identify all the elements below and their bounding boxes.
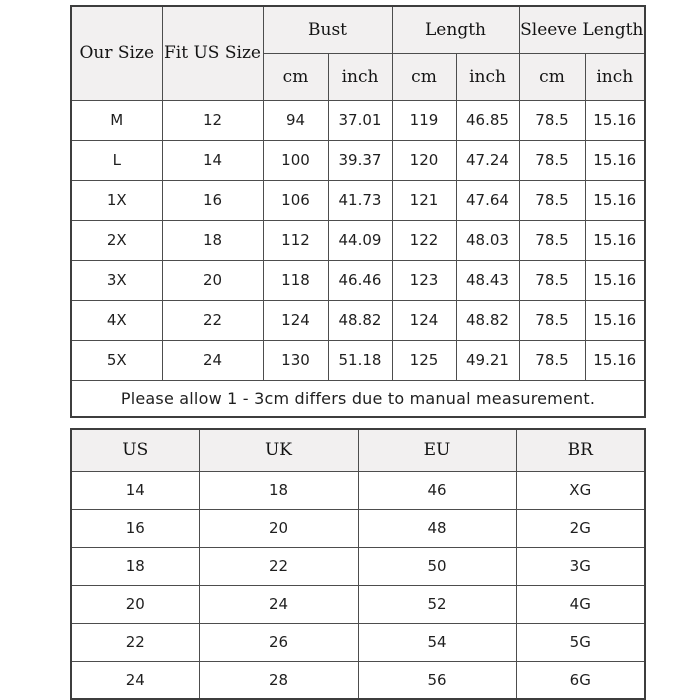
cell-sleeve-cm: 78.5 [519, 180, 585, 220]
col-header-us: US [71, 429, 199, 471]
cell-sleeve-inch: 15.16 [585, 220, 645, 260]
unit-header-bust-inch: inch [328, 53, 392, 100]
col-header-br: BR [516, 429, 645, 471]
conversion-row [71, 471, 645, 509]
cell-bust-cm: 94 [263, 100, 328, 140]
cell-uk: 24 [199, 585, 358, 623]
cell-sleeve-cm: 78.5 [519, 260, 585, 300]
cell-length-cm: 122 [392, 220, 456, 260]
conversion-row [71, 623, 645, 661]
size-chart-table [70, 5, 646, 418]
cell-fit-us: 12 [162, 100, 263, 140]
table-header-row [71, 6, 645, 53]
cell-our-size: M [71, 100, 162, 140]
cell-our-size: 3X [71, 260, 162, 300]
cell-sleeve-inch: 15.16 [585, 100, 645, 140]
cell-our-size: 2X [71, 220, 162, 260]
cell-bust-cm: 130 [263, 340, 328, 380]
cell-bust-inch: 51.18 [328, 340, 392, 380]
cell-us: 24 [71, 661, 199, 699]
cell-br: 4G [516, 585, 645, 623]
cell-uk: 22 [199, 547, 358, 585]
cell-fit-us: 22 [162, 300, 263, 340]
table-row-2x [71, 220, 645, 260]
cell-length-cm: 120 [392, 140, 456, 180]
measurement-note-row [71, 380, 645, 417]
cell-length-cm: 121 [392, 180, 456, 220]
conversion-row [71, 509, 645, 547]
cell-bust-inch: 48.82 [328, 300, 392, 340]
col-header-bust: Bust [263, 6, 392, 53]
cell-length-inch: 47.24 [456, 140, 519, 180]
table-row-5x [71, 340, 645, 380]
measurement-note: Please allow 1 - 3cm differs due to manual measurement. [71, 380, 645, 417]
unit-header-sleeve-inch: inch [585, 53, 645, 100]
size-chart-sheet [70, 5, 644, 700]
cell-us: 14 [71, 471, 199, 509]
cell-sleeve-inch: 15.16 [585, 340, 645, 380]
cell-eu: 54 [358, 623, 516, 661]
table-row-1x [71, 180, 645, 220]
conversion-header-row [71, 429, 645, 471]
col-header-fit-us-size: Fit US Size [162, 6, 263, 100]
cell-eu: 46 [358, 471, 516, 509]
cell-us: 22 [71, 623, 199, 661]
cell-sleeve-inch: 15.16 [585, 300, 645, 340]
cell-fit-us: 16 [162, 180, 263, 220]
cell-length-inch: 48.43 [456, 260, 519, 300]
cell-fit-us: 18 [162, 220, 263, 260]
cell-bust-cm: 106 [263, 180, 328, 220]
cell-uk: 26 [199, 623, 358, 661]
cell-our-size: L [71, 140, 162, 180]
cell-our-size: 4X [71, 300, 162, 340]
cell-fit-us: 14 [162, 140, 263, 180]
cell-eu: 48 [358, 509, 516, 547]
cell-sleeve-inch: 15.16 [585, 260, 645, 300]
cell-br: 5G [516, 623, 645, 661]
cell-bust-cm: 124 [263, 300, 328, 340]
unit-header-bust-cm: cm [263, 53, 328, 100]
cell-sleeve-cm: 78.5 [519, 340, 585, 380]
cell-bust-inch: 46.46 [328, 260, 392, 300]
cell-our-size: 1X [71, 180, 162, 220]
cell-length-cm: 119 [392, 100, 456, 140]
cell-length-inch: 48.03 [456, 220, 519, 260]
cell-sleeve-cm: 78.5 [519, 140, 585, 180]
cell-length-cm: 125 [392, 340, 456, 380]
cell-length-inch: 47.64 [456, 180, 519, 220]
cell-br: XG [516, 471, 645, 509]
cell-bust-cm: 118 [263, 260, 328, 300]
cell-br: 3G [516, 547, 645, 585]
cell-us: 18 [71, 547, 199, 585]
cell-length-inch: 49.21 [456, 340, 519, 380]
table-row-m [71, 100, 645, 140]
cell-sleeve-cm: 78.5 [519, 100, 585, 140]
cell-bust-inch: 37.01 [328, 100, 392, 140]
unit-header-length-inch: inch [456, 53, 519, 100]
cell-fit-us: 20 [162, 260, 263, 300]
table-row-4x [71, 300, 645, 340]
cell-uk: 18 [199, 471, 358, 509]
cell-sleeve-inch: 15.16 [585, 180, 645, 220]
conversion-row [71, 547, 645, 585]
conversion-row [71, 585, 645, 623]
cell-eu: 56 [358, 661, 516, 699]
cell-us: 20 [71, 585, 199, 623]
cell-sleeve-cm: 78.5 [519, 220, 585, 260]
cell-our-size: 5X [71, 340, 162, 380]
col-header-uk: UK [199, 429, 358, 471]
cell-sleeve-inch: 15.16 [585, 140, 645, 180]
cell-uk: 20 [199, 509, 358, 547]
cell-fit-us: 24 [162, 340, 263, 380]
col-header-sleeve-length: Sleeve Length [519, 6, 645, 53]
cell-length-cm: 123 [392, 260, 456, 300]
cell-length-inch: 46.85 [456, 100, 519, 140]
cell-bust-inch: 41.73 [328, 180, 392, 220]
table-row-l [71, 140, 645, 180]
unit-header-sleeve-cm: cm [519, 53, 585, 100]
size-conversion-table [70, 428, 646, 700]
cell-eu: 50 [358, 547, 516, 585]
cell-uk: 28 [199, 661, 358, 699]
cell-bust-inch: 39.37 [328, 140, 392, 180]
cell-length-inch: 48.82 [456, 300, 519, 340]
table-row-3x [71, 260, 645, 300]
col-header-length: Length [392, 6, 519, 53]
cell-br: 6G [516, 661, 645, 699]
col-header-our-size: Our Size [71, 6, 162, 100]
cell-sleeve-cm: 78.5 [519, 300, 585, 340]
cell-length-cm: 124 [392, 300, 456, 340]
cell-bust-cm: 112 [263, 220, 328, 260]
conversion-row [71, 661, 645, 699]
cell-us: 16 [71, 509, 199, 547]
cell-bust-cm: 100 [263, 140, 328, 180]
unit-header-length-cm: cm [392, 53, 456, 100]
cell-bust-inch: 44.09 [328, 220, 392, 260]
cell-br: 2G [516, 509, 645, 547]
col-header-eu: EU [358, 429, 516, 471]
cell-eu: 52 [358, 585, 516, 623]
